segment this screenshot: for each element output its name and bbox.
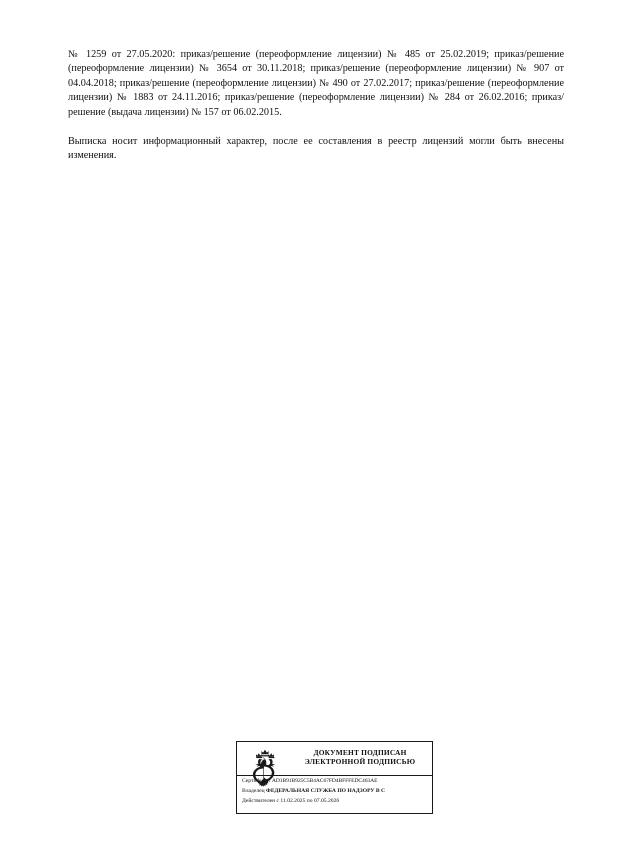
stamp-issuer-line [242, 788, 430, 795]
stamp-certificate-line [242, 778, 430, 785]
electronic-signature-stamp [236, 741, 433, 814]
stamp-validity-from: 11.02.2025 [280, 798, 306, 804]
stamp-issuer-value: ФЕДЕРАЛЬНАЯ СЛУЖБА ПО НАДЗОРУ В С [266, 787, 386, 794]
stamp-validity-label: Действителен с [242, 798, 279, 804]
paragraph-license-orders: № 1259 от 27.05.2020: приказ/решение (переоформление лицензии) № 485 от 25.02.2019; приказ/решение (переоформление лицензии) № 3654 от 30.11.2018; приказ/решение (переоформление лицензии) № 907 от 04.04.2018; приказ/решение (переоформление лицензии) № 490 от 27.02.2017; приказ/решение (переоформление лицензии) № 1883 от 24.11.2016; приказ/решение (переоформление лицензии) № 284 от 26.02.2016; приказ/решение (выдача лицензии) № 157 от 06.02.2015. [68, 49, 564, 118]
double-headed-eagle-emblem [243, 748, 287, 792]
document-body [68, 48, 564, 163]
stamp-title [291, 748, 429, 766]
stamp-issuer-label: Владелец [242, 787, 265, 794]
stamp-validity-to-label: по [306, 798, 313, 804]
stamp-certificate-label: Сертификат [242, 778, 271, 784]
stamp-validity-line [242, 798, 430, 805]
paragraph-disclaimer: Выписка носит информационный характер, после ее составления в реестр лицензий могли быть внесены изменения. [68, 135, 564, 161]
stamp-divider [237, 775, 432, 776]
stamp-certificate-value: AD1B91B925C5B4AC67FD4BFFFEDC463AE [271, 778, 378, 784]
stamp-validity-to: 07.05.2026 [313, 798, 340, 804]
stamp-title-line-2: ЭЛЕКТРОННОЙ ПОДПИСЬЮ [304, 757, 416, 767]
stamp-title-line-1: ДОКУМЕНТ ПОДПИСАН [313, 748, 407, 757]
